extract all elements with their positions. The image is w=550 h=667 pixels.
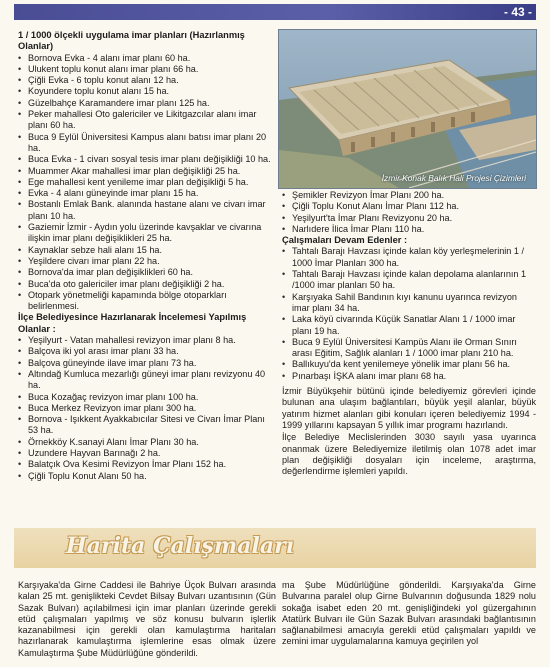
list-item: • Çiğli Toplu Konut Alanı İmar Planı 112 ha.: [282, 201, 536, 212]
right-column: [282, 190, 536, 477]
section-title: Harita Çalışmaları: [66, 533, 295, 559]
list-item: • Buca'da oto galericiler imar planı değişikliği 2 ha.: [18, 279, 274, 290]
list-item: • Yeşilyurt'ta İmar Planı Revizyonu 20 ha.: [282, 213, 536, 224]
list-item: • Balatçık Ova Kesimi Revizyon İmar Planı 152 ha.: [18, 459, 274, 470]
list-item: • Altındağ Kumluca mezarlığı güneyi imar planı revizyonu 40 ha.: [18, 369, 274, 392]
list-item: • Buca 9 Eylül Üniversitesi Kampus alanı batısı imar planı 20 ha.: [18, 132, 274, 155]
list-item: • Yeşilyurt - Vatan mahallesi revizyon imar planı 8 ha.: [18, 335, 274, 346]
list-item: • Tahtalı Barajı Havzası içinde kalan köy yerleşmelerinin 1 / 1000 İmar Planları 300 ha.: [282, 246, 536, 269]
list-item: • Otopark yönetmeliği kapamında bölge otoparkları belirlenmesi.: [18, 290, 274, 313]
list-item: • Buca Evka - 1 civarı sosyal tesis imar planı değişikliği 10 ha.: [18, 154, 274, 165]
list-item: • Bostanlı Emlak Bank. alanında hastane alanı ve civarı imar planı 10 ha.: [18, 199, 274, 222]
list-item: • Gaziemir İzmir - Aydın yolu üzerinde kavşaklar ve civarına ilişkin imar planı değişiklikleri 25 ha.: [18, 222, 274, 245]
paragraph: İlçe Belediye Meclislerinden 3030 sayılı yasa uyarınca onanmak üzere Belediyemize iletilmiş olan 1078 adet imar plan değişikliği dosyaları için inceleme, araştırma, değerlendirme işlemleri yapıldı.: [282, 432, 536, 477]
list-item: • Uzundere Hayvan Barınağı 2 ha.: [18, 448, 274, 459]
section-heading: İlçe Belediyesince Hazırlanarak İncelemesi Yapılmış Olanlar :: [18, 312, 247, 334]
list-item: • Pınarbaşı İŞKA alanı imar planı 68 ha.: [282, 371, 536, 382]
fish-market-rendering: [279, 30, 536, 188]
list-item: • Balçova güneyinde ilave imar planı 73 ha.: [18, 358, 274, 369]
list-item: • Peker mahallesi Oto galericiler ve Likitgazcılar alanı imar planı 60 ha.: [18, 109, 274, 132]
section-heading: 1 / 1000 ölçekli uygulama imar planları (Hazırlanmış Olanlar): [18, 30, 245, 52]
header-band: [14, 4, 536, 20]
list-item: • Kaynaklar sebze hali alanı 15 ha.: [18, 245, 274, 256]
list-item: • Evka - 4 alanı güneyinde imar planı 15 ha.: [18, 188, 274, 199]
plan-list: [282, 190, 536, 235]
list-item: • Yeşildere civarı imar planı 22 ha.: [18, 256, 274, 267]
list-item: • Çiğli Toplu Konut Alanı 50 ha.: [18, 471, 274, 482]
list-item: • Bornova'da imar plan değişiklikleri 60 ha.: [18, 267, 274, 278]
list-item: • Ballıkuyu'da kent yenilemeye yönelik imar planı 56 ha.: [282, 359, 536, 370]
plan-list: [18, 335, 274, 482]
list-item: • Narlıdere İlica İmar Planı 110 ha.: [282, 224, 536, 235]
list-item: • Karşıyaka Sahil Bandının kıyı kanunu uyarınca revizyon imar planı 34 ha.: [282, 292, 536, 315]
list-item: • Koyundere toplu konut alanı 15 ha.: [18, 86, 274, 97]
page-header: [0, 0, 550, 24]
plan-list: [282, 246, 536, 382]
bottom-left-column: [18, 580, 276, 659]
paragraph: İzmir Büyükşehir bütünü içinde belediyemiz görevleri içinde bulunan ana ulaşım bağlantıları, büyük yeşil alanlar, büyük yatırım hizmet alanları gibi konuları içeren belediyemiz 1994 - 1999 yıllarını kapsayan 5 yıllık imar programı hazırlandı.: [282, 386, 536, 430]
paragraph: Karşıyaka'da Girne Caddesi ile Bahriye Üçok Bulvarı arasında kalan 25 mt. genişlikteki Cevdet Bilsay Bulvarı uzantısının (Gün Sazak Bulvarı) açılabilmesi için imar planları üzerinde gerekli etüd çalışmaları yapılmış ve söz konusu bulvarın işlerlik kazanabilmesi için gerekli olan kamulaştırma haritaları hazırlanarak kamulaştırma işlemlerine esas olmak üzere Kamulaştırma Şube Müdürlüğüne gönderildi.: [18, 580, 276, 658]
section-heading: Çalışmaları Devam Edenler :: [282, 235, 408, 246]
list-item: • Tahtalı Barajı Havzası içinde kalan depolama alanlarının 1 /1000 imar planları 50 ha.: [282, 269, 536, 292]
list-item: • Bornova - Işıkkent Ayakkabıcılar Sitesi ve Civarı İmar Planı 53 ha.: [18, 414, 274, 437]
project-photo: [278, 29, 537, 189]
list-item: • Ulukent toplu konut alanı imar planı 66 ha.: [18, 64, 274, 75]
list-item: • Buca Kozağaç revizyon imar planı 100 ha.: [18, 392, 274, 403]
list-item: • Bornova Evka - 4 alanı imar planı 60 ha.: [18, 53, 274, 64]
list-item: • Muammer Akar mahallesi imar plan değişikliği 25 ha.: [18, 166, 274, 177]
page-number: - 43 -: [503, 5, 532, 19]
list-item: • Şemikler Revizyon İmar Planı 200 ha.: [282, 190, 536, 201]
left-column: [18, 30, 274, 482]
plan-list: [18, 53, 274, 313]
list-item: • Buca Merkez Revizyon imar planı 300 ha.: [18, 403, 274, 414]
list-item: • Ege mahallesi kent yenileme imar plan değişikliği 5 ha.: [18, 177, 274, 188]
list-item: • Buca 9 Eylül Üniversitesi Kampüs Alanı ile Orman Sınırı arası Eğitim, Sağlık alanları 1 / 1000 imar planı 210 ha.: [282, 337, 536, 360]
list-item: • Güzelbahçe Karamandere imar planı 125 ha.: [18, 98, 274, 109]
list-item: • Örnekköy K.sanayi Alanı İmar Planı 30 ha.: [18, 437, 274, 448]
list-item: • Balçova iki yol arası imar planı 33 ha.: [18, 346, 274, 357]
photo-caption: İzmir Konak Balık Hali Projesi Çizimleri: [381, 173, 526, 183]
paragraph: ma Şube Müdürlüğüne gönderildi. Karşıyaka'da Girne Bulvarına paralel olup Girne Bulvarının doğusunda 1829 nolu sokağa isabet eden 20 mt. genişliğindeki yol güzergahının Atatürk Bulvarı ile Gün Sazak Bulvarı arasındaki bağlantısının sağlanabilmesi amacıyla gerekli etüd çalışmaları yapıldı ve zemini imar uygulamalarına kamuya geçirilen yol: [282, 580, 536, 647]
list-item: • Çiğli Evka - 6 toplu konut alanı 12 ha.: [18, 75, 274, 86]
section-band: [14, 528, 536, 568]
bottom-right-column: [282, 580, 536, 648]
list-item: • Laka köyü civarında Küçük Sanatlar Alanı 1 / 1000 imar planı 19 ha.: [282, 314, 536, 337]
